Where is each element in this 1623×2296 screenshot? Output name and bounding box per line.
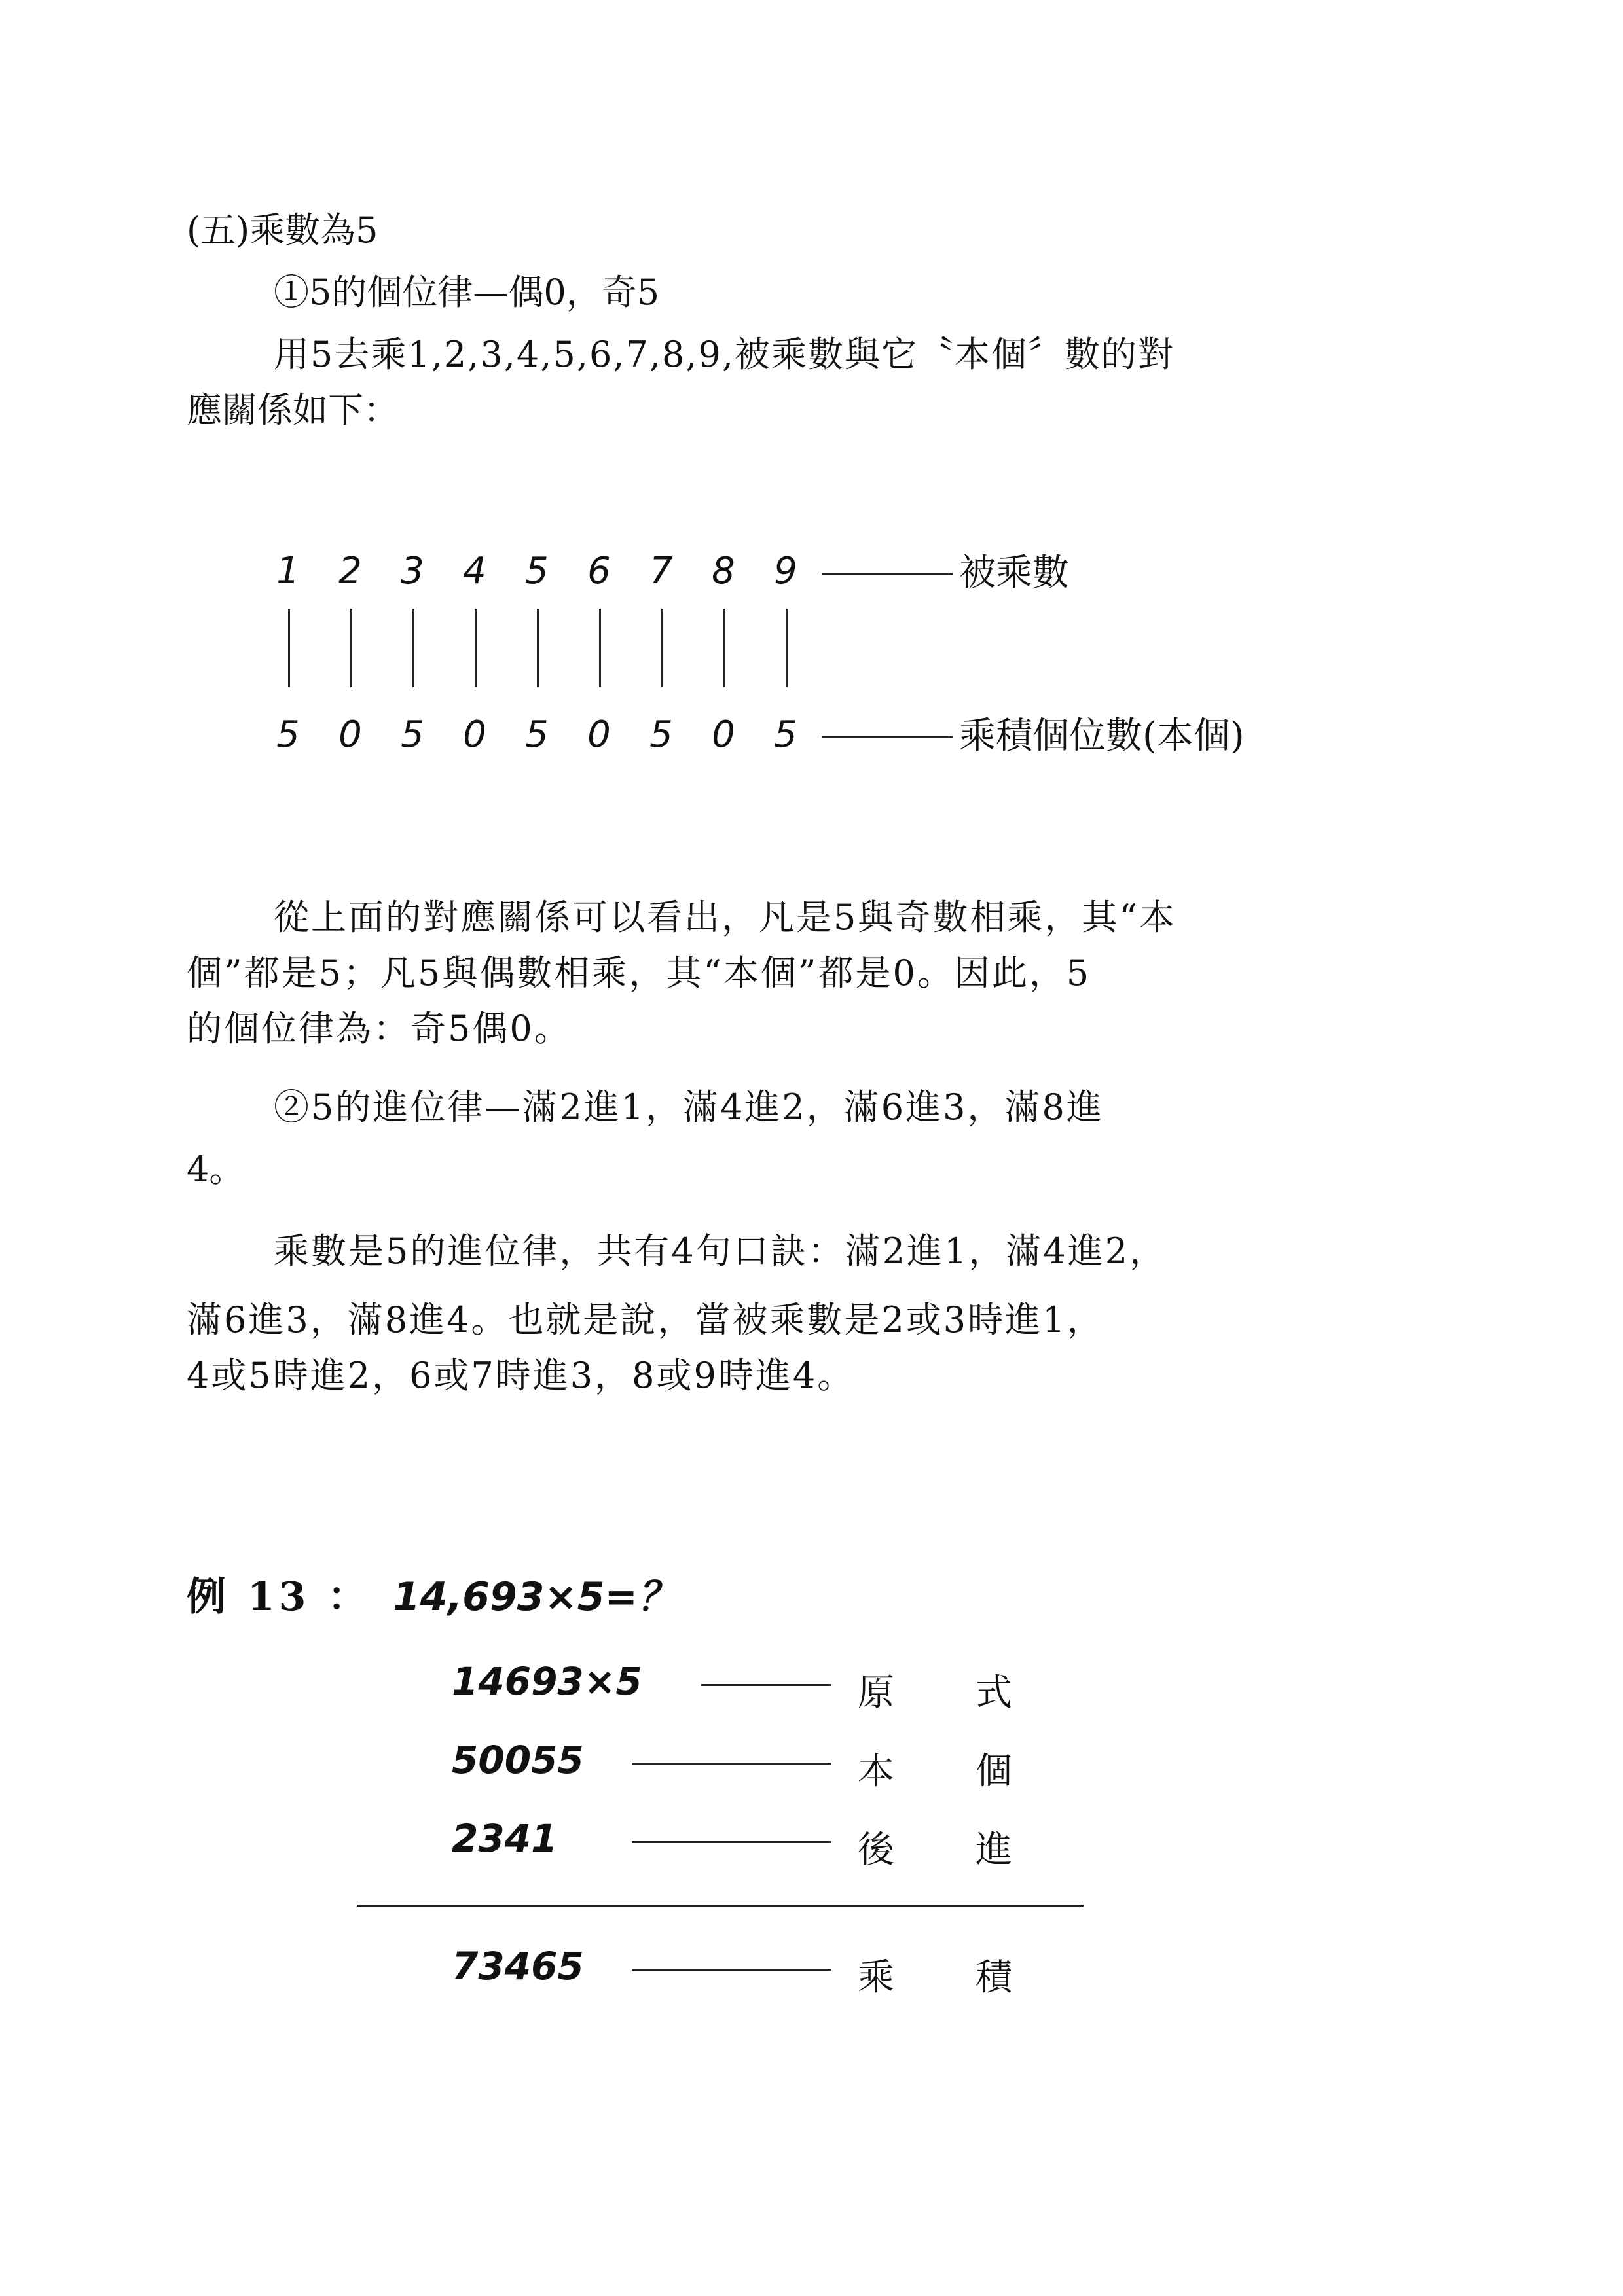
carry-line3: 4或5時進2，6或7時進3，8或9時進4。: [187, 1355, 855, 1396]
example-row-label: 原: [858, 1672, 894, 1714]
unit-digit: 0: [587, 713, 611, 756]
example-row-label: 個: [976, 1750, 1012, 1793]
multiplicand-digit: 2: [338, 550, 362, 592]
example-row-value: 50055: [452, 1738, 584, 1782]
sum-rule-line: [357, 1905, 1084, 1907]
example-title-prefix: 例 13 ：: [187, 1574, 371, 1620]
connector-line: [723, 609, 725, 687]
multiplicand-digit: 7: [649, 550, 673, 592]
example-row-connector: [632, 1763, 831, 1765]
connector-line: [599, 609, 601, 687]
top-label-connector: [822, 573, 953, 575]
unit-digit: 0: [463, 713, 486, 756]
connector-line: [537, 609, 539, 687]
carry-line2: 滿6進3，滿8進4。也就是說，當被乘數是2或3時進1，: [187, 1299, 1104, 1340]
rule2-line1: ②5的進位律—滿2進1，滿4進2，滿6進3，滿8進: [274, 1086, 1104, 1128]
example-row-value: 14693×5: [452, 1659, 642, 1704]
example-row-label: 乘: [858, 1956, 894, 1999]
top-label: 被乘數: [959, 552, 1069, 594]
multiplicand-digit: 1: [276, 550, 300, 592]
connector-line: [288, 609, 290, 687]
multiplicand-digit: 3: [401, 550, 424, 592]
example-title-expr: 14,693×5=？: [393, 1574, 677, 1620]
unit-digit: 0: [338, 713, 362, 756]
explanation-line2: 個”都是5；凡5與偶數相乘，其“本個”都是0。因此，5: [187, 952, 1091, 994]
example-row-connector: [632, 1969, 831, 1971]
explanation-line3: 的個位律為：奇5偶0。: [187, 1008, 572, 1049]
connector-line: [786, 609, 788, 687]
connector-line: [475, 609, 477, 687]
unit-digit: 5: [649, 713, 673, 756]
carry-line1: 乘數是5的進位律，共有4句口訣：滿2進1，滿4進2，: [274, 1230, 1167, 1272]
example-row-connector: [632, 1841, 831, 1843]
example-row-label: 積: [976, 1956, 1012, 1999]
explanation-line1: 從上面的對應關係可以看出，凡是5與奇數相乘，其“本: [274, 897, 1176, 938]
connector-line: [412, 609, 414, 687]
example-row-connector: [701, 1684, 831, 1686]
rule1-intro-line2: 應關係如下：: [187, 389, 399, 431]
unit-digit: 5: [401, 713, 424, 756]
connector-line: [350, 609, 352, 687]
unit-digit: 5: [774, 713, 797, 756]
example-row-label: 進: [976, 1829, 1012, 1871]
example-row-value: 2341: [452, 1816, 558, 1861]
multiplicand-digit: 5: [525, 550, 549, 592]
rule2-line2: 4。: [187, 1149, 245, 1190]
multiplicand-digit: 8: [712, 550, 735, 592]
unit-digit: 5: [525, 713, 549, 756]
unit-digit: 5: [276, 713, 300, 756]
multiplicand-digit: 9: [774, 550, 797, 592]
example-row-label: 式: [976, 1672, 1012, 1714]
example-row-value: 73465: [452, 1944, 584, 1988]
bottom-label: 乘積個位數(本個): [959, 715, 1245, 757]
rule1-title: ①5的個位律—偶0，奇5: [274, 272, 660, 313]
section-heading: (五)乘數為5: [187, 209, 378, 251]
example-row-label: 本: [858, 1750, 894, 1793]
multiplicand-digit: 4: [463, 550, 486, 592]
connector-line: [661, 609, 663, 687]
bottom-label-connector: [822, 736, 953, 738]
rule1-intro-line1: 用5去乘1,2,3,4,5,6,7,8,9,被乘數與它〝本個〞數的對: [274, 334, 1175, 375]
example-row-label: 後: [858, 1829, 894, 1871]
unit-digit: 0: [712, 713, 735, 756]
multiplicand-digit: 6: [587, 550, 611, 592]
